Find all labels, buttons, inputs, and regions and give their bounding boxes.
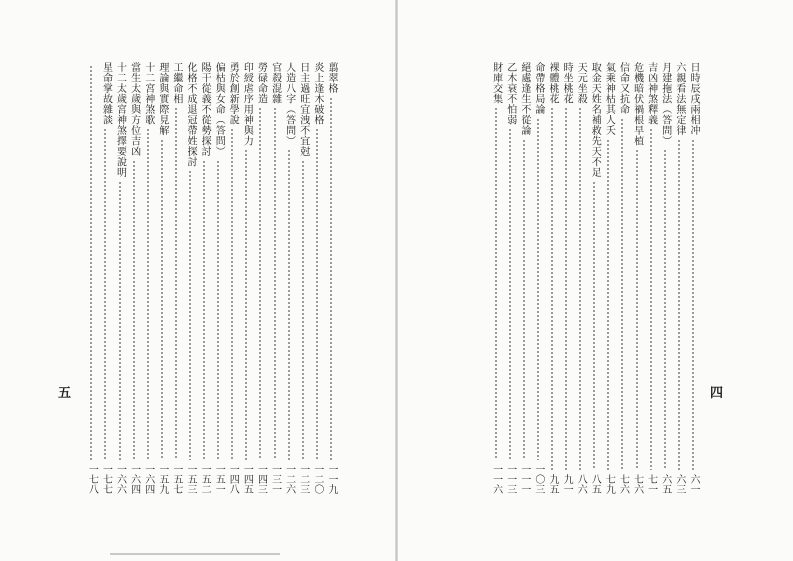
- toc-entry-page: 七一: [645, 474, 657, 494]
- toc-entry: [268, 62, 282, 494]
- toc-entry: [84, 62, 98, 494]
- toc-entry: [296, 62, 310, 494]
- toc-entry-page: 一四八: [227, 464, 239, 494]
- toc-leader-dots: [678, 139, 680, 471]
- toc-entry: [672, 62, 686, 494]
- toc-leader-dots: [565, 107, 567, 470]
- toc-leader-dots: [104, 128, 106, 460]
- toc-entry-page: 一六四: [142, 464, 154, 494]
- left-toc: [68, 62, 338, 494]
- toc-entry-page: 一一一: [518, 464, 530, 494]
- toc-entry: [686, 62, 700, 494]
- toc-leader-dots: [692, 139, 694, 471]
- toc-entry-title: 吉凶神煞釋義: [645, 62, 657, 125]
- toc-entry: [644, 62, 658, 494]
- toc-entry-title: 財庫交集: [490, 62, 502, 104]
- toc-entry: [489, 62, 503, 494]
- toc-entry-title: 陽干從義不從勢探討: [199, 62, 211, 157]
- toc-entry-page: 九一: [561, 474, 573, 494]
- toc-entry: [559, 62, 573, 494]
- toc-entry-page: 六五: [659, 474, 671, 494]
- toc-entry: [239, 62, 253, 494]
- toc-entry-title: 乙木衰不怕弱: [504, 62, 516, 125]
- toc-leader-dots: [288, 149, 290, 460]
- toc-entry: [127, 62, 141, 494]
- toc-entry: [113, 62, 127, 494]
- toc-entry-page: 一七八: [86, 464, 98, 494]
- toc-entry-page: 七六: [617, 474, 629, 494]
- toc-entry: [155, 62, 169, 494]
- toc-entry-title: 絕處逢生不從論: [518, 62, 530, 136]
- toc-entry: [282, 62, 296, 494]
- toc-entry: [197, 62, 211, 494]
- toc-entry-page: 一二〇: [311, 464, 323, 494]
- toc-entry: [183, 62, 197, 494]
- toc-entry-title: 人造八字（答問）: [283, 62, 295, 146]
- toc-entry: [517, 62, 531, 494]
- toc-entry-title: 當生太歲與方位吉凶: [128, 62, 140, 157]
- toc-leader-dots: [593, 181, 595, 471]
- toc-entry-page: 一二三: [297, 464, 309, 494]
- toc-leader-dots: [302, 160, 304, 461]
- toc-leader-dots: [316, 128, 318, 460]
- toc-entry: [573, 62, 587, 494]
- toc-entry-page: 一一九: [325, 464, 337, 494]
- toc-entry-page: 一五二: [199, 464, 211, 494]
- toc-entry-page: 一五三: [185, 464, 197, 494]
- toc-entry-page: 一四三: [255, 464, 267, 494]
- toc-entry-page: 八五: [589, 474, 601, 494]
- toc-entry-title: 時坐桃花: [561, 62, 573, 104]
- toc-entry-title: 印綬虐序用神與力: [241, 62, 253, 146]
- toc-entry-title: 裸體桃花: [547, 62, 559, 104]
- toc-entry: [531, 62, 545, 494]
- toc-entry-page: 七九: [603, 474, 615, 494]
- toc-leader-dots: [189, 170, 191, 460]
- toc-entry-page: 一〇三: [532, 464, 544, 494]
- toc-entry-page: 一一六: [490, 464, 502, 494]
- toc-entry: [253, 62, 267, 494]
- toc-leader-dots: [203, 160, 205, 461]
- toc-leader-dots: [636, 149, 638, 470]
- toc-leader-dots: [245, 149, 247, 460]
- toc-entry-title: 天元坐殺: [575, 62, 587, 104]
- toc-leader-dots: [119, 181, 121, 461]
- left-page-number: 五: [58, 386, 72, 401]
- toc-entry-page: 一二六: [283, 464, 295, 494]
- toc-entry-page: 九五: [547, 474, 559, 494]
- toc-entry-page: 一六四: [128, 464, 140, 494]
- left-page: [0, 0, 396, 561]
- bottom-margin-smudge: [110, 553, 280, 555]
- toc-entry: [503, 62, 517, 494]
- toc-leader-dots: [509, 128, 511, 460]
- toc-leader-dots: [161, 139, 163, 461]
- toc-entry-title: 十二太歲宮神煞擇要說明: [114, 62, 126, 178]
- toc-leader-dots: [217, 160, 219, 461]
- right-page: [397, 0, 793, 561]
- toc-leader-dots: [537, 118, 539, 461]
- toc-entry: [225, 62, 239, 494]
- right-toc: [475, 62, 700, 494]
- toc-entry: [324, 62, 338, 494]
- toc-entry-page: 一五九: [156, 464, 168, 494]
- toc-entry-title: 官殺混雜: [269, 62, 281, 104]
- toc-entry-page: 六一: [687, 474, 699, 494]
- toc-entry-title: 工繼命相: [170, 62, 182, 104]
- toc-leader-dots: [551, 107, 553, 470]
- toc-entry-page: 一七七: [100, 464, 112, 494]
- toc-entry-page: 一三一: [269, 464, 281, 494]
- toc-entry-page: 七六: [631, 474, 643, 494]
- toc-leader-dots: [621, 118, 623, 471]
- toc-leader-dots: [231, 128, 233, 460]
- toc-entry: [211, 62, 225, 494]
- toc-entry-title: 命帶格局論: [532, 62, 544, 115]
- toc-leader-dots: [330, 97, 332, 461]
- toc-entry-title: 勞碌命造: [255, 62, 267, 104]
- toc-entry: [141, 62, 155, 494]
- toc-entry-title: 氣乘神枯其人夭: [603, 62, 615, 136]
- toc-entry-page: 一五七: [170, 464, 182, 494]
- toc-leader-dots: [147, 128, 149, 460]
- toc-entry-page: 一四五: [241, 464, 253, 494]
- toc-entry-title: 十二宮神煞歌: [142, 62, 154, 125]
- toc-entry-page: 一一三: [504, 464, 516, 494]
- right-page-number: 四: [710, 386, 724, 401]
- toc-entry: [630, 62, 644, 494]
- toc-leader-dots: [495, 107, 497, 460]
- toc-entry-title: 日主過旺宜洩不宜尅: [297, 62, 309, 157]
- toc-entry: [310, 62, 324, 494]
- toc-entry-title: 化格不成退冠帶姓探討: [185, 62, 197, 167]
- toc-entry-title: 翦翠格: [325, 62, 337, 94]
- toc-entry: [545, 62, 559, 494]
- toc-entry-title: 勇於創新學說: [227, 62, 239, 125]
- toc-entry-page: 八六: [575, 474, 587, 494]
- toc-entry: [169, 62, 183, 494]
- toc-entry-page: 六三: [673, 474, 685, 494]
- toc-entry-title: 危機暗伏禍根早植: [631, 62, 643, 146]
- toc-entry-title: 日時辰戌兩相冲: [687, 62, 699, 136]
- toc-leader-dots: [664, 149, 666, 470]
- toc-entry-page: 一五一: [213, 464, 225, 494]
- toc-entry-title: 六親看法無定律: [673, 62, 685, 136]
- toc-leader-dots: [523, 139, 525, 461]
- toc-entry-title: 炎上逢木破格: [311, 62, 323, 125]
- toc-entry-title: 取金天姓名補救先天不足: [589, 62, 601, 178]
- toc-entry-title: 信命又抗命: [617, 62, 629, 115]
- toc-leader-dots: [133, 160, 135, 461]
- toc-entry: [615, 62, 629, 494]
- toc-entry-title: 偏枯與女命（答問）: [213, 62, 225, 157]
- toc-leader-dots: [259, 107, 261, 460]
- toc-entry-page: 一六六: [114, 464, 126, 494]
- toc-entry-title: 星命掌故雜談: [100, 62, 112, 125]
- toc-leader-dots: [274, 107, 276, 460]
- toc-entry: [587, 62, 601, 494]
- toc-entry: [601, 62, 615, 494]
- toc-entry: [658, 62, 672, 494]
- toc-leader-dots: [650, 128, 652, 470]
- toc-leader-dots: [607, 139, 609, 471]
- toc-entry: [98, 62, 112, 494]
- toc-leader-dots: [579, 107, 581, 470]
- toc-entry-title: 理論與實際見解: [156, 62, 168, 136]
- toc-entry-title: 月建拖法（答問）: [659, 62, 671, 146]
- toc-leader-dots: [175, 107, 177, 460]
- toc-leader-dots: [90, 65, 92, 460]
